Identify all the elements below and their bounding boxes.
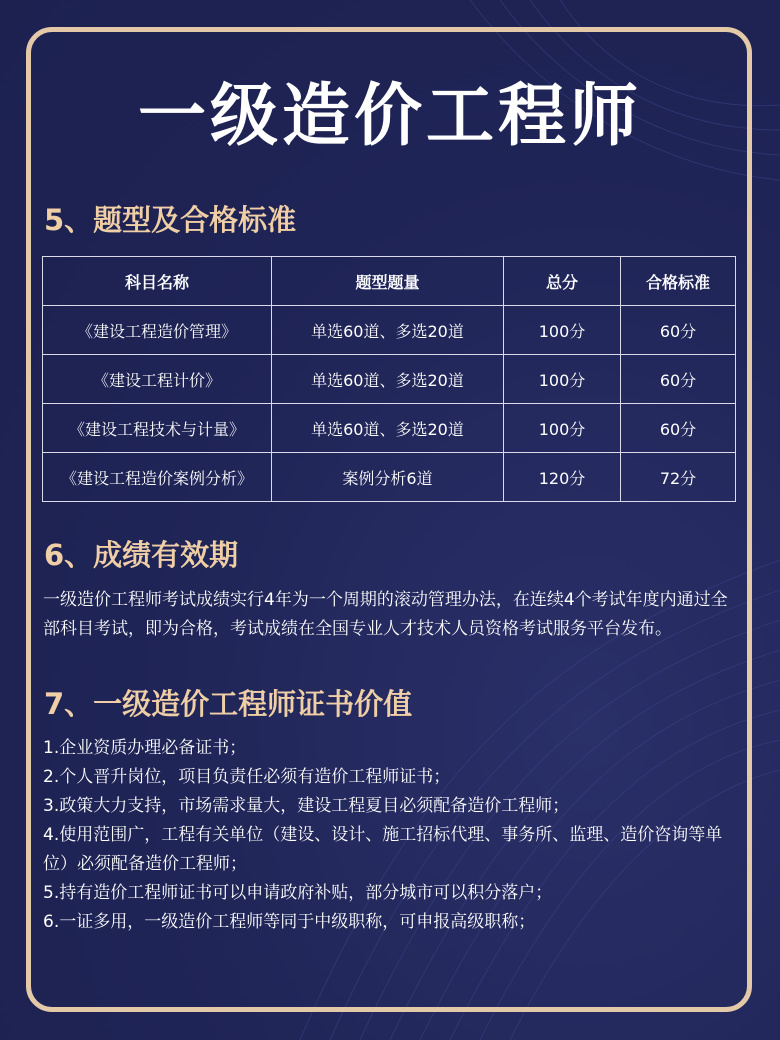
list-item: 5.持有造价工程师证书可以申请政府补贴，部分城市可以积分落户； <box>43 883 553 903</box>
list-item: 6.一证多用，一级造价工程师等同于中级职称，可申报高级职称； <box>43 912 536 932</box>
column-header-total-score: 总分 <box>504 257 621 306</box>
section-5-heading: 5、题型及合格标准 <box>44 203 297 237</box>
table-cell-subject: 《建设工程造价管理》 <box>43 306 272 355</box>
section-6-heading: 6、成绩有效期 <box>44 538 239 572</box>
column-header-pass-standard: 合格标准 <box>621 257 736 306</box>
section-6-body: 一级造价工程师考试成绩实行4年为一个周期的滚动管理办法，在连续4个考试年度内通过全部科目考试，即为合格，考试成绩在全国专业人才技术人员资格考试服务平台发布。 <box>43 590 728 639</box>
list-item: 4.使用范围广，工程有关单位（建设、设计、施工招标代理、事务所、监理、造价咨询等单位）必须配备造价工程师； <box>43 825 723 874</box>
section-7-heading: 7、一级造价工程师证书价值 <box>44 687 413 721</box>
table-cell-pass-standard: 60分 <box>621 404 736 453</box>
table-cell-total-score: 120分 <box>504 453 621 502</box>
certificate-value-list <box>43 734 738 937</box>
list-item: 2.个人晋升岗位，项目负责任必须有造价工程师证书； <box>43 767 451 787</box>
page-title: 一级造价工程师 <box>137 77 642 156</box>
column-header-question-types: 题型题量 <box>272 257 504 306</box>
table-cell-total-score: 100分 <box>504 306 621 355</box>
table-cell-subject: 《建设工程造价案例分析》 <box>43 453 272 502</box>
table-cell-question-types: 案例分析6道 <box>272 453 504 502</box>
exam-standards-table <box>42 256 736 502</box>
table-cell-total-score: 100分 <box>504 404 621 453</box>
table-cell-pass-standard: 60分 <box>621 355 736 404</box>
table-cell-question-types: 单选60道、多选20道 <box>272 404 504 453</box>
list-item: 3.政策大力支持，市场需求量大，建设工程夏目必须配备造价工程师； <box>43 796 570 816</box>
table-cell-subject: 《建设工程计价》 <box>43 355 272 404</box>
table-cell-total-score: 100分 <box>504 355 621 404</box>
table-cell-question-types: 单选60道、多选20道 <box>272 355 504 404</box>
table-header-row <box>43 257 736 306</box>
table-row <box>43 355 736 404</box>
list-item: 1.企业资质办理必备证书； <box>43 738 247 758</box>
table-row <box>43 453 736 502</box>
column-header-subject: 科目名称 <box>43 257 272 306</box>
table-cell-question-types: 单选60道、多选20道 <box>272 306 504 355</box>
table-cell-pass-standard: 60分 <box>621 306 736 355</box>
table-row <box>43 306 736 355</box>
table-row <box>43 404 736 453</box>
table-cell-pass-standard: 72分 <box>621 453 736 502</box>
table-cell-subject: 《建设工程技术与计量》 <box>43 404 272 453</box>
